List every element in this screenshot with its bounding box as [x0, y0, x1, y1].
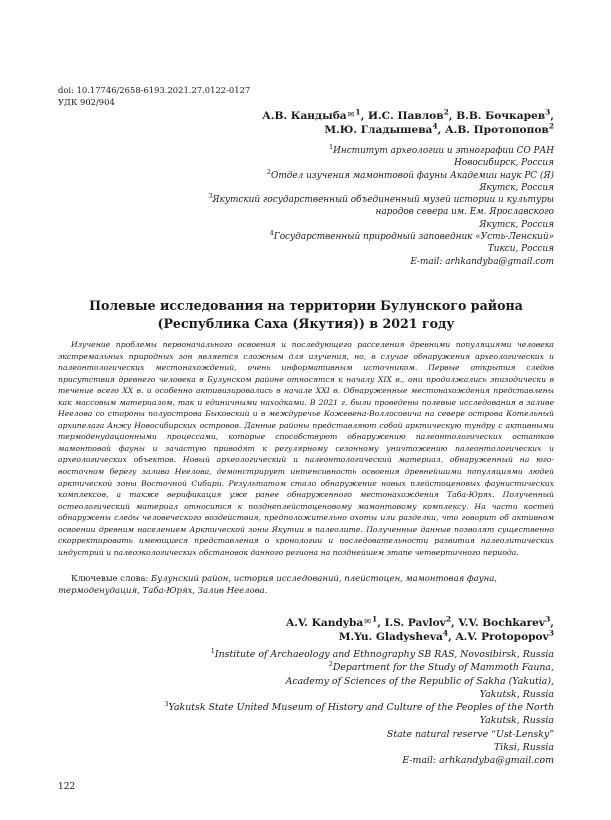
author-sup: 1	[355, 107, 361, 117]
authors-en-line-2	[286, 630, 554, 644]
affiliation-text: Department for the Study of Mammoth Fauna,	[332, 662, 554, 674]
affiliation-line	[164, 688, 554, 701]
affiliation-sup: 3	[164, 700, 169, 709]
affiliation-sup: 4	[269, 229, 274, 238]
affiliation-text: State natural reserve “Ust-Lensky”	[386, 728, 554, 740]
affiliation-line	[208, 219, 554, 231]
affiliation-text: E-mail: arhkandyba@gmail.com	[402, 755, 554, 767]
author-name: , I.S. Pavlov	[377, 617, 446, 629]
author-name: , В.В. Бочкарев	[448, 110, 546, 122]
affiliation-sup: 3	[208, 192, 213, 201]
affiliation-sup: 1	[210, 646, 215, 655]
affiliation-line	[208, 167, 554, 182]
affiliation-text: Отдел изучения мамонтовой фауны Академии наук РС (Я)	[271, 170, 554, 181]
authors-en-line-1	[286, 615, 554, 630]
affiliations-ru	[208, 145, 554, 268]
affiliation-text: Якутск, Россия	[479, 219, 554, 230]
author-sup: 2	[443, 107, 449, 117]
keywords-values: Булунский район, история исследований, плейстоцен, мамонтовая фауна, термоденудация, Таба-Юрях, Залив Неелова.	[58, 574, 498, 596]
authors-ru-line-1	[262, 108, 554, 123]
affiliation-line	[164, 741, 554, 754]
affiliation-text: Тикси, Россия	[487, 244, 554, 255]
author-name: M.Yu. Gladysheva	[338, 631, 443, 643]
affiliation-line	[208, 243, 554, 255]
author-name: , А.В. Протопопов	[437, 124, 549, 136]
affiliation-text: Якутск, Россия	[479, 182, 554, 193]
author-sup: 3	[545, 107, 551, 117]
affiliation-sup: 1	[328, 143, 334, 152]
affiliation-text: Государственный природный заповедник «Усть-Ленский»	[273, 232, 554, 243]
affiliation-text: Yakutsk, Russia	[479, 715, 554, 727]
affiliation-line	[164, 675, 554, 688]
article-title	[58, 297, 554, 333]
affiliation-email[interactable]	[208, 256, 554, 268]
author-name: , И.С. Павлов	[360, 110, 444, 122]
affiliation-line	[164, 648, 554, 661]
affiliation-text: Якутский государственный объединенный музей истории и культуры	[212, 195, 554, 206]
affiliation-line	[208, 157, 554, 169]
author-sup: 3	[548, 628, 554, 638]
author-sup: 2	[445, 614, 452, 624]
affiliation-sup: 2	[266, 167, 272, 176]
author-sup: 4	[442, 628, 449, 638]
affiliation-line	[208, 206, 554, 218]
keywords	[58, 574, 554, 598]
envelope-icon[interactable]: ✉	[364, 617, 371, 626]
author-sup: 4	[432, 121, 438, 131]
article-meta	[58, 84, 250, 108]
authors-ru	[262, 108, 554, 137]
author-sup: 3	[545, 614, 551, 624]
affiliation-line	[208, 231, 554, 243]
authors-ru-line-2	[262, 123, 554, 137]
envelope-icon[interactable]: ✉	[347, 110, 355, 119]
affiliation-email[interactable]	[164, 754, 554, 767]
affiliation-line	[208, 145, 554, 157]
page-number: 122	[58, 782, 76, 792]
affiliation-sup: 2	[328, 660, 333, 669]
title-line-1: Полевые исследования на территории Булунского района	[89, 298, 523, 313]
author-name: А.В. Кандыба	[262, 110, 347, 122]
affiliation-text: Tiksi, Russia	[493, 742, 554, 754]
affiliation-line	[208, 182, 554, 194]
author-sup: 1	[371, 614, 378, 624]
udk: УДК 902/904	[58, 97, 115, 107]
authors-en	[286, 615, 554, 644]
keywords-label: Ключевые слова:	[71, 574, 152, 584]
affiliation-line	[164, 701, 554, 714]
affiliation-line	[164, 728, 554, 741]
author-name: A.V. Kandyba	[286, 617, 364, 629]
doi[interactable]: doi: 10.17746/2658-6193.2021.27.0122-0127	[58, 85, 251, 95]
affiliation-text: Институт археологии и этнографии СО РАН	[333, 146, 554, 156]
author-separator: ,	[550, 617, 554, 629]
author-name: М.Ю. Гладышева	[324, 124, 433, 136]
author-name: , V.V. Bochkarev	[451, 617, 546, 629]
title-line-2: (Республика Саха (Якутия)) в 2021 году	[157, 316, 455, 331]
abstract: Изучение проблемы первоначального освоения и последующего расселения древними популяциями человека экстремальных природных зон является сложным для изучения, но, в случае обнаружения археологических и палеонтологических местонахождений, очень информативным источником. Первые открытия следов присутствия древнего человека в Булунском районе относятся к началу XIX в., они продолжались эпизодически в течение всего XX в. и особенно активизировались в начале XXI в. Обнаруженные местонахождения представлены как массовым материалом, так и единичными находками. В 2021 г. были проведены полевые исследования в заливе Неелова со стороны полуострова Быковский и в междуречье Кожевена-Воллосовича на севере острова Котельный архипелага Анжу Новосибирских островов. Данные районы представляют собой арктическую тундру с активными термоденудационными процессами, которые способствуют обнаружению палеонтологических остатков мамонтовой фауны и зачастую приводят к регулярному сезонному уничтожению палеонтологических и археологических объектов. Новый археологический и палеонтологический материал, обнаруженный на юго-восточном берегу залива Неелова, демонстрирует интенсивность освоения древнейшими популяциями людей арктической зоны Восточной Сибири. Результатом стало обнаружение новых плейстоценовых фаунистических комплексов, а также верификация уже ранее обнаруженного местонахождения Таба-Юрях. Полученный остеологический материал относится к позднеплейстоценовому мамонтовому комплексу. На части костей обнаружены следы человеческого воздействия, предположительно охоты или разделки, что говорит об активном освоении древним населением Арктической зоны Якутии в палеолите. Полученные данные позволят существенно скорректировать имеющиеся представления о хронологии и последовательности развития палеолитических индустрий и палеоэкологических обстановок данного региона на позднейшем этапе четвертичного периода.	[58, 340, 554, 557]
author-separator: ,	[550, 110, 554, 122]
affiliation-text: E-mail: arhkandyba@gmail.com	[410, 256, 554, 267]
author-name: , A.V. Protopopov	[448, 631, 549, 643]
affiliation-text: Yakutsk, Russia	[479, 688, 554, 700]
affiliations-en	[164, 648, 554, 768]
affiliation-line	[208, 194, 554, 206]
affiliation-text: Yakutsk State United Museum of History and Culture of the Peoples of the North	[168, 702, 554, 714]
affiliation-text: Academy of Sciences of the Republic of Sakha (Yakutia),	[285, 675, 554, 687]
affiliation-text: Institute of Archaeology and Ethnography SB RAS, Novosibirsk, Russia	[214, 649, 554, 660]
affiliation-line	[164, 661, 554, 674]
affiliation-text: Новосибирск, Россия	[454, 158, 554, 169]
affiliation-text: народов севера им. Ем. Ярославского	[375, 207, 554, 218]
affiliation-line	[164, 714, 554, 727]
author-sup: 2	[548, 121, 554, 131]
